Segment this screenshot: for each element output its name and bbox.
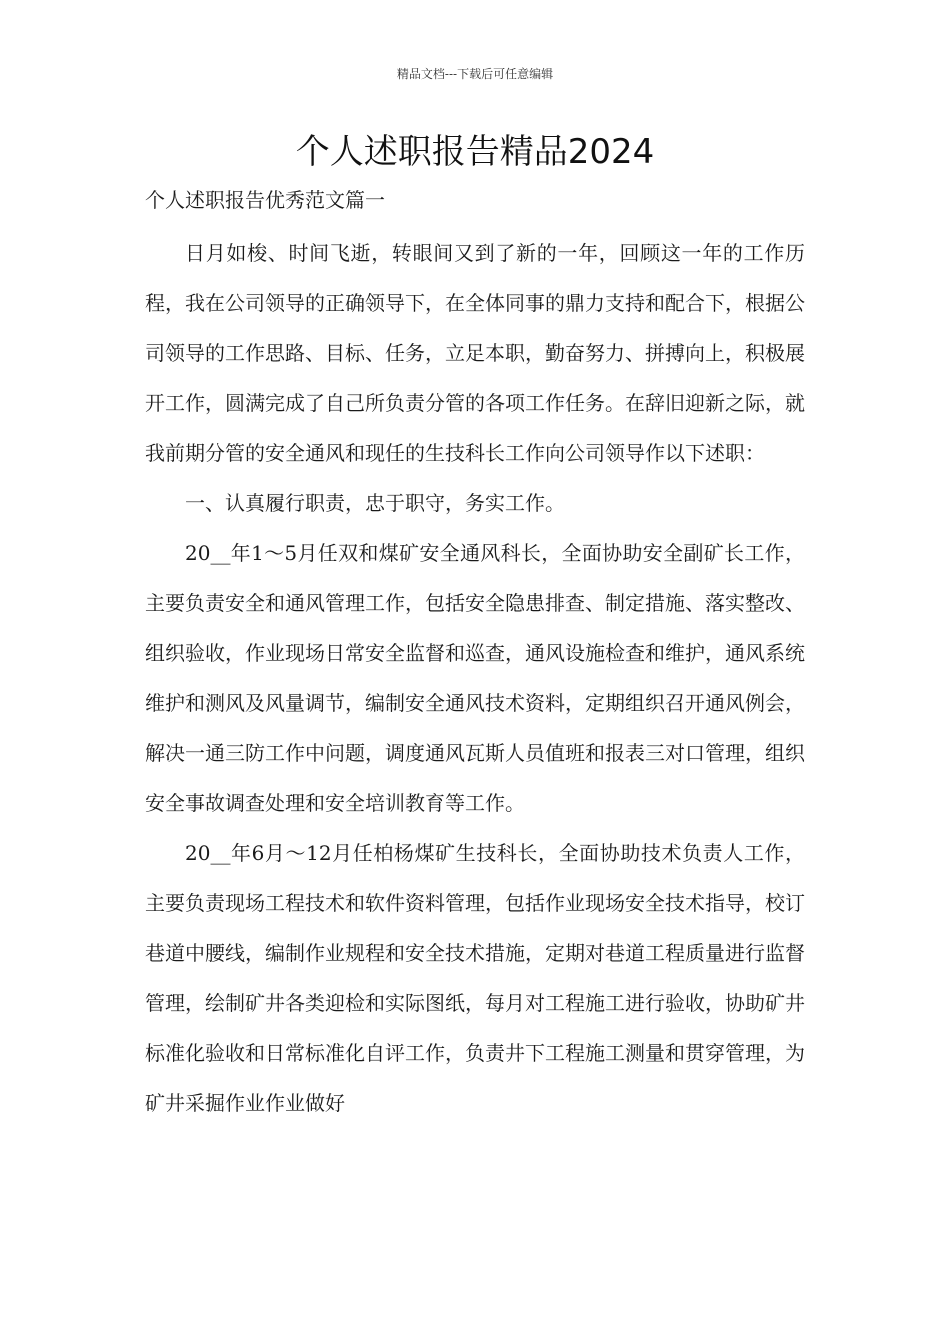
paragraph-intro: 日月如梭、时间飞逝，转眼间又到了新的一年，回顾这一年的工作历程，我在公司领导的正确领导下，在全体同事的鼎力支持和配合下，根据公司领导的工作思路、目标、任务，立足本职，勤奋努力、拼搏向上，积极展开工作，圆满完成了自己所负责分管的各项工作任务。在辞旧迎新之际，就我前期分管的安全通风和现任的生技科长工作向公司领导作以下述职：: [145, 241, 805, 465]
document-body: [145, 228, 805, 1128]
document-subtitle: 个人述职报告优秀范文篇一: [145, 188, 385, 212]
paragraph-section-heading: 一、认真履行职责，忠于职守，务实工作。: [185, 491, 565, 515]
paragraph-safety-ventilation: 20__年1～5月任双和煤矿安全通风科长，全面协助安全副矿长工作，主要负责安全和通风管理工作，包括安全隐患排查、制定措施、落实整改、组织验收，作业现场日常安全监督和巡查，通风设施检查和维护，通风系统维护和测风及风量调节，编制安全通风技术资料，定期组织召开通风例会，解决一通三防工作中问题，调度通风瓦斯人员值班和报表三对口管理，组织安全事故调查处理和安全培训教育等工作。: [145, 541, 805, 815]
document-title: 个人述职报告精品2024: [295, 132, 655, 172]
paragraph-production-technology: 20__年6月～12月任柏杨煤矿生技科长，全面协助技术负责人工作，主要负责现场工程技术和软件资料管理，包括作业现场安全技术指导，校订巷道中腰线，编制作业规程和安全技术措施，定期对巷道工程质量进行监督管理，绘制矿井各类迎检和实际图纸，每月对工程施工进行验收，协助矿井标准化验收和日常标准化自评工作，负责井下工程施工测量和贯穿管理，为矿井采掘作业作业做好: [145, 841, 805, 1115]
page-header-note: 精品文档---下载后可任意编辑: [396, 67, 554, 81]
